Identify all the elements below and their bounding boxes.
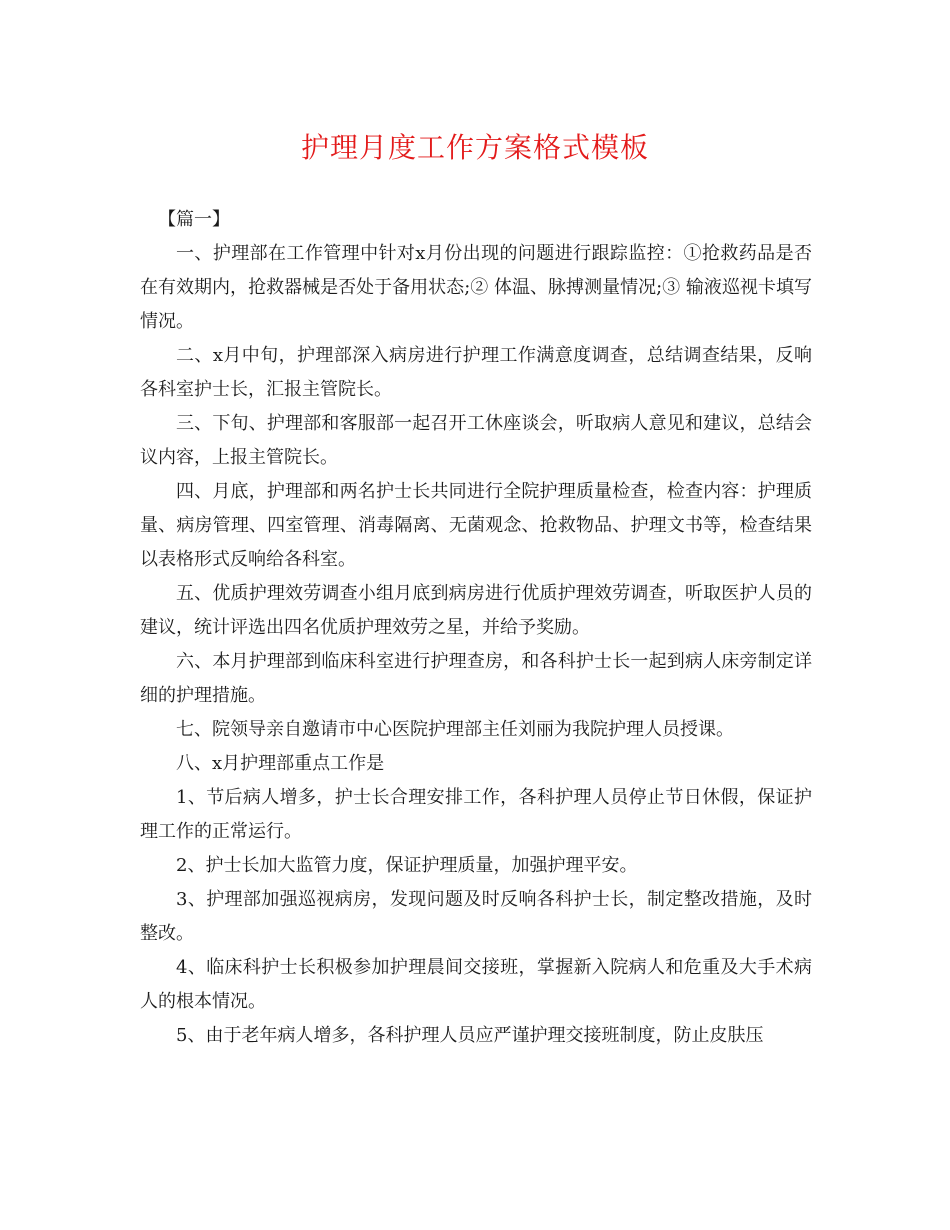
paragraph-5: 五、优质护理效劳调查小组月底到病房进行优质护理效劳调查，听取医护人员的建议，统计评选出四名优质护理效劳之星，并给予奖励。 xyxy=(140,583,812,638)
document-body xyxy=(140,203,812,1053)
paragraph-12: 4、临床科护士长积极参加护理晨间交接班，掌握新入院病人和危重及大手术病人的根本情况。 xyxy=(140,957,812,1012)
paragraph-11: 3、护理部加强巡视病房，发现问题及时反响各科护士长，制定整改措施，及时整改。 xyxy=(140,889,812,944)
paragraph-3: 三、下旬、护理部和客服部一起召开工休座谈会，听取病人意见和建议，总结会议内容，上报主管院长。 xyxy=(140,413,812,468)
paragraph-6: 六、本月护理部到临床科室进行护理查房，和各科护士长一起到病人床旁制定详细的护理措施。 xyxy=(140,651,812,706)
paragraph-13: 5、由于老年病人增多，各科护理人员应严谨护理交接班制度，防止皮肤压 xyxy=(176,1025,764,1046)
paragraph-4: 四、月底，护理部和两名护士长共同进行全院护理质量检查，检查内容：护理质量、病房管理、四室管理、消毒隔离、无菌观念、抢救物品、护理文书等，检查结果以表格形式反响给各科室。 xyxy=(140,481,812,570)
paragraph-2: 二、x月中旬，护理部深入病房进行护理工作满意度调查，总结调查结果，反响各科室护士长，汇报主管院长。 xyxy=(140,345,812,400)
section-label: 【篇一】 xyxy=(158,209,230,230)
paragraph-7: 七、院领导亲自邀请市中心医院护理部主任刘丽为我院护理人员授课。 xyxy=(176,719,734,740)
paragraph-1: 一、护理部在工作管理中针对x月份出现的问题进行跟踪监控：①抢救药品是否在有效期内，抢救器械是否处于备用状态;② 体温、脉搏测量情况;③ 输液巡视卡填写情况。 xyxy=(140,243,812,332)
paragraph-9: 1、节后病人增多，护士长合理安排工作，各科护理人员停止节日休假，保证护理工作的正常运行。 xyxy=(140,787,812,842)
paragraph-10: 2、护士长加大监管力度，保证护理质量，加强护理平安。 xyxy=(176,855,638,876)
paragraph-8: 八、x月护理部重点工作是 xyxy=(176,753,385,774)
document-title: 护理月度工作方案格式模板 xyxy=(300,131,649,164)
